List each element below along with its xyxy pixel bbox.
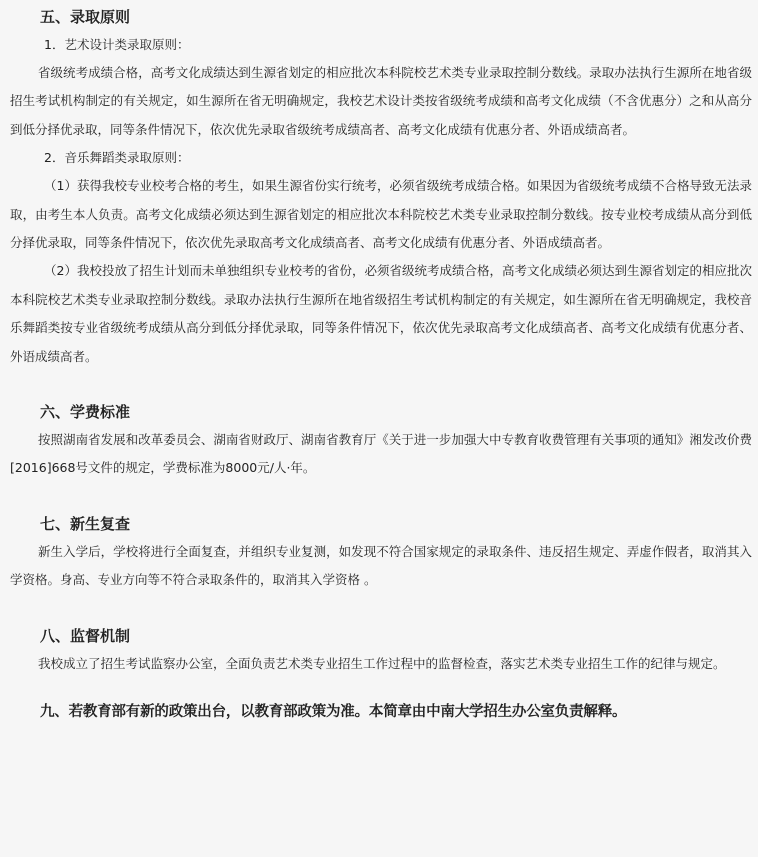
section-freshman-review [10, 511, 752, 595]
paragraph-art-design: 省级统考成绩合格，高考文化成绩达到生源省划定的相应批次本科院校艺术类专业录取控制分数线。录取办法执行生源所在地省级招生考试机构制定的有关规定，如生源所在省无明确规定，我校艺术设计类按省级统考成绩和高考文化成绩（不含优惠分）之和从高分到低分择优录取，同等条件情况下，依次优先录取省级统考成绩高者、高考文化成绩有优惠分者、外语成绩高者。 [10, 65, 752, 137]
paragraph-music-dance-2: （2）我校投放了招生计划而未单独组织专业校考的省份，必须省级统考成绩合格，高考文化成绩必须达到生源省划定的相应批次本科院校艺术类专业录取控制分数线。录取办法执行生源所在地省级招生考试机构制定的有关规定，如生源所在省无明确规定，我校音乐舞蹈类按专业省级统考成绩从高分到低分择优录取，同等条件情况下，依次优先录取高考文化成绩高者、高考文化成绩有优惠分者、外语成绩高者。 [10, 263, 752, 364]
spacer [10, 483, 752, 511]
paragraph-tuition: 按照湖南省发展和改革委员会、湖南省财政厅、湖南省教育厅《关于进一步加强大中专教育收费管理有关事项的通知》湘发改价费[2016]668号文件的规定，学费标准为8000元/人·年。 [10, 432, 752, 476]
section-admission-principles [10, 4, 752, 371]
paragraph-freshman-review: 新生入学后，学校将进行全面复查，并组织专业复测，如发现不符合国家规定的录取条件、违反招生规定、弄虚作假者，取消其入学资格。身高、专业方向等不符合录取条件的，取消其入学资格 。 [10, 543, 752, 588]
spacer [10, 371, 752, 399]
final-statement: 九、若教育部有新的政策出台，以教育部政策为准。本简章由中南大学招生办公室负责解释。 [40, 703, 627, 721]
subsection-title-art-design: 1．艺术设计类录取原则： [44, 37, 190, 52]
section-heading: 六、学费标准 [40, 403, 131, 422]
section-supervision [10, 623, 752, 678]
subsection-title-music-dance: 2．音乐舞蹈类录取原则： [44, 150, 190, 166]
section-heading: 五、录取原则 [40, 8, 131, 26]
section-final-note [10, 698, 752, 725]
section-heading: 七、新生复查 [40, 514, 131, 533]
paragraph-supervision: 我校成立了招生考试监察办公室，全面负责艺术类专业招生工作过程中的监督检查，落实艺术类专业招生工作的纪律与规定。 [38, 655, 726, 671]
paragraph-music-dance-1: （1）获得我校专业校考合格的考生，如果生源省份实行统考，必须省级统考成绩合格。如果因为省级统考成绩不合格导致无法录取，由考生本人负责。高考文化成绩必须达到生源省划定的相应批次本科院校艺术类专业录取控制分数线。按专业校考成绩从高分到低分择优录取，同等条件情况下，依次优先录取高考文化成绩高者、高考文化成绩有优惠分者、外语成绩高者。 [10, 178, 752, 251]
spacer [10, 678, 752, 698]
section-heading: 八、监督机制 [40, 626, 131, 645]
spacer [10, 595, 752, 623]
section-tuition [10, 399, 752, 483]
